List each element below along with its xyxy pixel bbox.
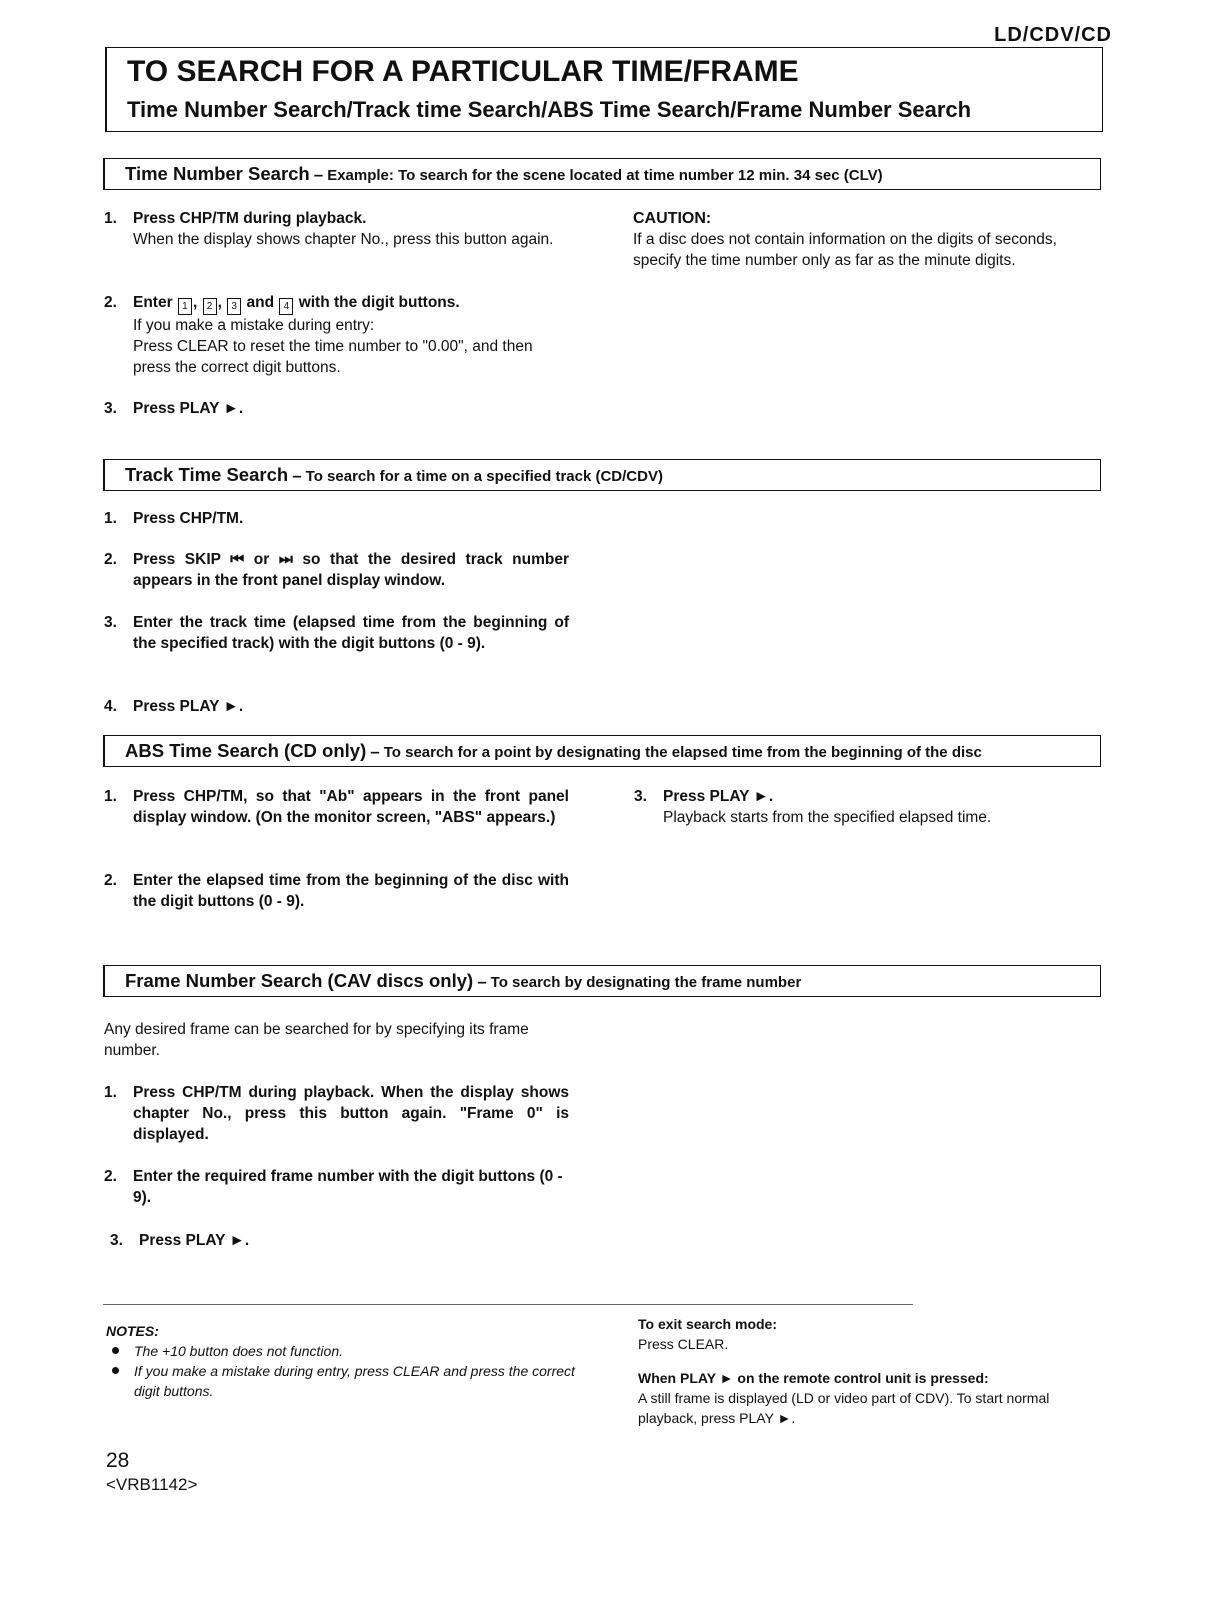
- section-track-time-search-heading: [103, 459, 1101, 491]
- track-time-step-2: [104, 549, 569, 591]
- abs-time-step-3: [634, 786, 1100, 828]
- note-text: If you make a mistake during entry, press CLEAR and press the correct digit buttons.: [134, 1363, 575, 1399]
- section-heading-dash: –: [313, 165, 324, 184]
- section-heading-desc: To search for a point by designating the elapsed time from the beginning of the disc: [383, 744, 982, 761]
- time-number-step-3: [104, 398, 569, 419]
- step-number: 3.: [634, 788, 647, 805]
- step-number: 2.: [104, 872, 117, 889]
- title-box: [105, 47, 1103, 132]
- exit-search-title: To exit search mode:: [638, 1316, 778, 1332]
- step-text: Press CHP/TM, so that "Ab" appears in the front panel display window. (On the monitor screen, "ABS" appears.): [133, 788, 569, 826]
- step-text: Enter the elapsed time from the beginning of the disc with the digit buttons (0 - 9).: [133, 872, 569, 910]
- separator: ,: [192, 294, 198, 311]
- time-number-step-1: [104, 208, 569, 250]
- note-item: [106, 1361, 586, 1401]
- section-heading-dash: –: [370, 742, 380, 761]
- caution-text: If a disc does not contain information on the digits of seconds, specify the time number only as far as the minute digits.: [633, 231, 1057, 269]
- step-text: Press PLAY ►.: [133, 698, 244, 715]
- digit-3-box: 3: [227, 298, 241, 315]
- step-number: 1.: [104, 210, 117, 227]
- step-title: Press PLAY ►.: [663, 788, 774, 805]
- step-number: 1.: [104, 788, 117, 805]
- notes-title: NOTES:: [106, 1323, 159, 1339]
- page-title: TO SEARCH FOR A PARTICULAR TIME/FRAME: [127, 55, 799, 88]
- caution-block: [633, 208, 1100, 271]
- step-number: 2.: [104, 294, 117, 311]
- section-time-number-search-heading: [103, 158, 1101, 190]
- note-text: The +10 button does not function.: [134, 1343, 343, 1359]
- step-number: 2.: [104, 551, 117, 568]
- section-heading-desc: Example: To search for the scene located at time number 12 min. 34 sec (CLV): [327, 167, 883, 184]
- step-number: 1.: [104, 510, 117, 527]
- step-note-line-2: Press CLEAR to reset the time number to "0.00", and then press the correct digit buttons.: [133, 338, 533, 376]
- section-frame-number-search-heading: [103, 965, 1101, 997]
- step-number: 2.: [104, 1168, 117, 1185]
- step-text: Press SKIP ⏮ or ⏭ so that the desired track number appears in the front panel display window.: [133, 551, 569, 589]
- step-text: Press PLAY ►.: [139, 1232, 250, 1249]
- step-number: 3.: [104, 400, 117, 417]
- step-note-line-1: If you make a mistake during entry:: [133, 317, 375, 334]
- track-time-step-3: [104, 612, 569, 654]
- step-text: Enter the required frame number with the digit buttons (0 - 9).: [133, 1168, 563, 1206]
- step-number: 3.: [104, 614, 117, 631]
- abs-time-step-2: [104, 870, 569, 912]
- step-text: Enter: [133, 294, 173, 311]
- frame-search-intro: Any desired frame can be searched for by specifying its frame number.: [104, 1021, 529, 1059]
- page-subtitle: Time Number Search/Track time Search/ABS Time Search/Frame Number Search: [127, 97, 972, 122]
- step-text: Enter the track time (elapsed time from the beginning of the specified track) with the digit buttons (0 - 9).: [133, 614, 569, 652]
- step-number: 1.: [104, 1084, 117, 1101]
- document-tag: LD/CDV/CD: [994, 24, 1112, 46]
- track-time-step-1: [104, 508, 569, 529]
- caution-title: CAUTION:: [633, 210, 712, 227]
- step-text: When the display shows chapter No., press this button again.: [133, 231, 554, 248]
- page-number: 28: [106, 1449, 130, 1472]
- step-title: Press PLAY ►.: [133, 400, 244, 417]
- step-text: Press CHP/TM.: [133, 510, 244, 527]
- play-pressed-title: When PLAY ► on the remote control unit is pressed:: [638, 1370, 989, 1386]
- note-item: [106, 1341, 586, 1361]
- notes-divider: [103, 1304, 913, 1305]
- step-text: with the digit buttons.: [298, 294, 460, 311]
- frame-search-step-1: [104, 1082, 569, 1145]
- section-heading-dash: –: [477, 972, 487, 991]
- step-title: Press CHP/TM during playback.: [133, 210, 367, 227]
- step-number: 3.: [110, 1232, 123, 1249]
- section-abs-time-search-heading: [103, 735, 1101, 767]
- notes-block: [106, 1323, 586, 1401]
- frame-search-step-2: [104, 1166, 569, 1208]
- track-time-step-4: [104, 696, 569, 717]
- step-number: 4.: [104, 698, 117, 715]
- step-text: Playback starts from the specified elapsed time.: [663, 809, 992, 826]
- and-word: and: [246, 294, 275, 311]
- section-heading-desc: To search for a time on a specified track (CD/CDV): [305, 468, 663, 485]
- separator: ,: [217, 294, 222, 311]
- section-heading-dash: –: [292, 466, 302, 485]
- section-heading-title: Frame Number Search (CAV discs only): [125, 970, 474, 991]
- exit-search-text: Press CLEAR.: [638, 1336, 729, 1352]
- section-heading-title: ABS Time Search (CD only): [125, 740, 367, 761]
- abs-time-step-1: [104, 786, 569, 828]
- document-code: <VRB1142>: [106, 1475, 198, 1494]
- frame-search-step-3: [110, 1230, 575, 1251]
- section-heading-title: Time Number Search: [125, 163, 310, 184]
- side-notes: [638, 1314, 1100, 1428]
- digit-2-box: 2: [203, 298, 217, 315]
- section-heading-title: Track Time Search: [125, 464, 289, 485]
- section-heading-desc: To search by designating the frame number: [490, 974, 802, 991]
- bullet-icon: [112, 1347, 119, 1354]
- play-pressed-text: A still frame is displayed (LD or video part of CDV). To start normal playback, press PLAY ►.: [638, 1390, 1050, 1426]
- digit-1-box: 1: [178, 298, 192, 315]
- digit-4-box: 4: [279, 298, 293, 315]
- time-number-step-2: [104, 292, 569, 378]
- bullet-icon: [112, 1367, 119, 1374]
- step-text: Press CHP/TM during playback. When the display shows chapter No., press this button again. "Frame 0" is displayed.: [133, 1084, 569, 1143]
